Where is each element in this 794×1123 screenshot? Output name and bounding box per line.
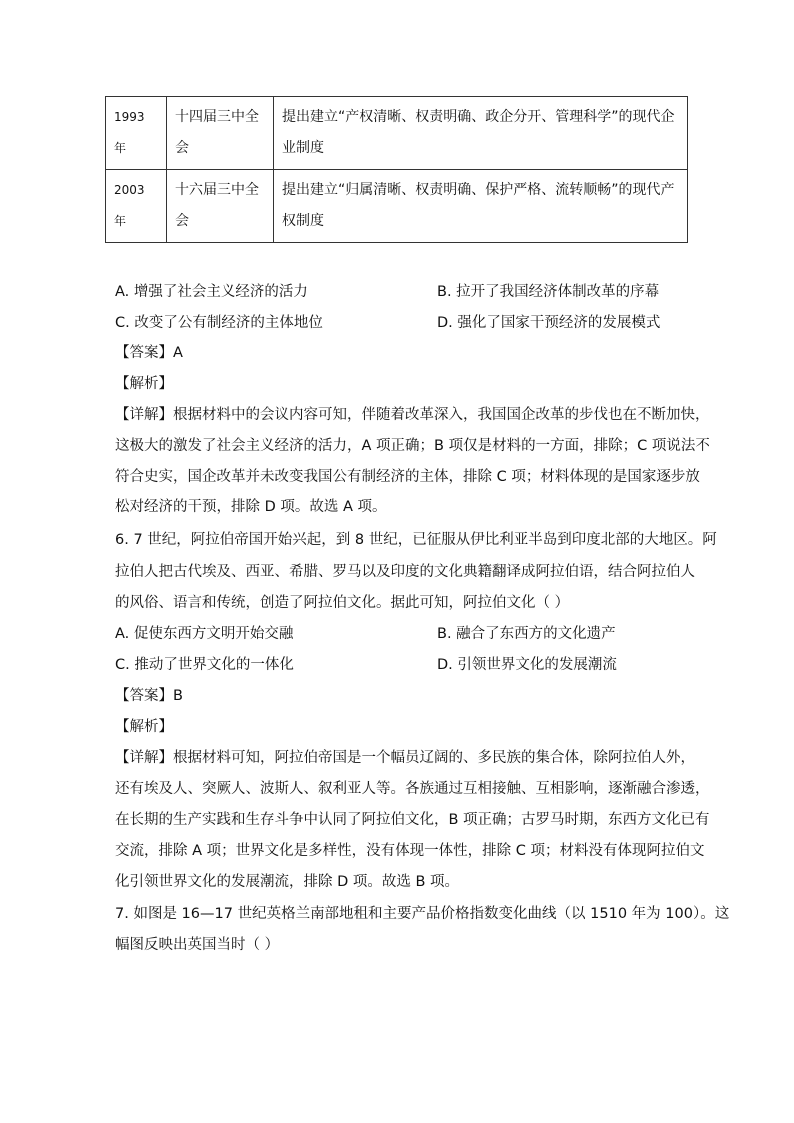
meeting-text-cont: 会 (175, 140, 189, 156)
q5-detail-line: 这极大的激发了社会主义经济的活力，A 项正确；B 项仅是材料的一方面，排除；C 项说法不 (115, 438, 710, 454)
reform-table (105, 96, 688, 243)
q5-option-d: D. 强化了国家干预经济的发展模式 (437, 315, 661, 331)
q6-detail-line: 还有埃及人、突厥人、波斯人、叙利亚人等。各族通过互相接触、互相影响，逐渐融合渗透， (115, 781, 710, 797)
q6-option-b: B. 融合了东西方的文化遗产 (437, 626, 616, 642)
year-suffix: 年 (114, 214, 127, 228)
q6-detail-line: 【详解】根据材料可知，阿拉伯帝国是一个幅员辽阔的、多民族的集合体，除阿拉伯人外， (115, 750, 695, 766)
q6-detail-line: 在长期的生产实践和生存斗争中认同了阿拉伯文化，B 项正确；古罗马时期，东西方文化已有 (115, 812, 710, 828)
content-text: 提出建立“归属清晰、权责明确、保护严格、流转顺畅”的现代产 (282, 182, 675, 198)
q7-stem-line: 7. 如图是 16—17 世纪英格兰南部地租和主要产品价格指数变化曲线（以 1510 年为 100）。这 (115, 906, 730, 922)
year-cell (106, 97, 167, 170)
q6-stem-line: 6. 7 世纪，阿拉伯帝国开始兴起，到 8 世纪，已征服从伊比利亚半岛到印度北部的大地区。阿 (115, 532, 717, 548)
year-suffix: 年 (114, 141, 127, 155)
q5-analysis-label: 【解析】 (115, 376, 173, 392)
q6-option-c: C. 推动了世界文化的一体化 (115, 657, 294, 673)
meeting-text: 十四届三中全 (175, 109, 259, 125)
q5-option-a: A. 增强了社会主义经济的活力 (115, 284, 308, 300)
year-text: 1993 (114, 110, 145, 124)
q6-analysis-label: 【解析】 (115, 719, 173, 735)
content-cell (274, 170, 688, 243)
q6-stem-line: 的风俗、语言和传统，创造了阿拉伯文化。据此可知，阿拉伯文化（ ） (115, 595, 570, 611)
meeting-cell (167, 97, 274, 170)
q6-detail-line: 交流，排除 A 项；世界文化是多样性，没有体现一体性，排除 C 项；材料没有体现阿拉伯文 (115, 843, 705, 859)
table-row (106, 170, 688, 243)
meeting-cell (167, 170, 274, 243)
table-row (106, 97, 688, 170)
q5-option-c: C. 改变了公有制经济的主体地位 (115, 315, 323, 331)
q6-option-a: A. 促使东西方文明开始交融 (115, 626, 294, 642)
year-cell (106, 170, 167, 243)
content-text-cont: 业制度 (282, 140, 324, 156)
q6-option-d: D. 引领世界文化的发展潮流 (437, 657, 617, 673)
q5-detail-line: 松对经济的干预，排除 D 项。故选 A 项。 (115, 499, 387, 515)
q6-answer: 【答案】B (115, 688, 183, 704)
q5-detail-line: 【详解】根据材料中的会议内容可知，伴随着改革深入，我国国企改革的步伐也在不断加快， (115, 407, 710, 423)
q5-detail-line: 符合史实，国企改革并未改变我国公有制经济的主体，排除 C 项；材料体现的是国家逐步放 (115, 469, 700, 485)
meeting-text: 十六届三中全 (175, 182, 259, 198)
meeting-text-cont: 会 (175, 213, 189, 229)
q7-stem-line: 幅图反映出英国当时（ ） (115, 937, 280, 953)
q5-option-b: B. 拉开了我国经济体制改革的序幕 (437, 284, 660, 300)
q6-detail-line: 化引领世界文化的发展潮流，排除 D 项。故选 B 项。 (115, 874, 460, 890)
content-text: 提出建立“产权清晰、权责明确、政企分开、管理科学”的现代企 (282, 109, 675, 125)
content-cell (274, 97, 688, 170)
q5-answer: 【答案】A (115, 345, 183, 361)
year-text: 2003 (114, 183, 145, 197)
q6-stem-line: 拉伯人把古代埃及、西亚、希腊、罗马以及印度的文化典籍翻译成阿拉伯语，结合阿拉伯人 (115, 564, 695, 580)
content-text-cont: 权制度 (282, 213, 324, 229)
